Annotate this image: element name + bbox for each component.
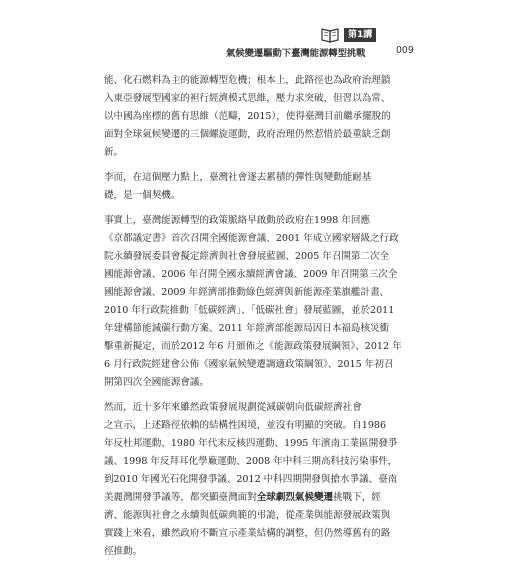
- body-text: [104, 72, 418, 561]
- text-line: 擊重新擬定，而於2012 年6 月頒佈之《能源政策發展綱領》、2012 年: [104, 341, 402, 352]
- text-line: 以中國為座標的舊有思維（范疇，2015），使得臺灣目前繼承擺脫的: [104, 111, 391, 122]
- paragraph: [104, 399, 418, 561]
- paragraph: [104, 212, 418, 392]
- text-line: 年反杜邦運動、1980 年代末反核四運動、1995 年濱南工業區開發爭: [104, 438, 398, 449]
- text-line: 面對全球氣候變遷的三個螺旋運動，政府治理仍然惹惜於最重缺乏創: [104, 129, 391, 140]
- text-line: 美麗灣開發爭議等，都突顯臺灣面對全球劇烈氣候變遷挑戰下，經: [104, 492, 381, 503]
- page-number: 009: [396, 45, 414, 56]
- text-line: 國能源會議、2009 年經濟部推動綠色經濟與新能源產業旗艦計畫、: [104, 287, 390, 298]
- text-line: 到2010 年國光石化開發爭議、2012 中科四期開發與搶水爭議、臺南: [104, 474, 398, 485]
- chapter-badge: 第1講: [344, 28, 376, 42]
- paragraph: [104, 72, 418, 162]
- text-line: 議、1998 年反拜耳化學廠運動、2008 年中科三期高科技污染事件，: [104, 456, 398, 467]
- text-line: 2010 年行政院推動「低碳經濟」、「低碳社會」發展藍圖，並於2011: [104, 305, 395, 316]
- text-line: 徑推動。: [104, 546, 143, 557]
- text-line: 李而，在這個壓力點上，臺灣社會逐去累積的彈性與變動能耐基: [104, 172, 372, 183]
- text-line: 礎，是一個契機。: [104, 190, 181, 201]
- open-book-icon: [320, 28, 340, 43]
- emphasized-text: 全球劇烈氣候變遷: [256, 492, 334, 503]
- text-line: 新。: [104, 147, 124, 158]
- text-line: 濟、能源與社會之永續與低碳典範的弔詭，從產業與能源發展政策與: [104, 510, 391, 521]
- text-line: 能、化石燃料為主的能源轉型危機；根本上，此路徑也為政府治理鎖: [104, 75, 391, 86]
- page-header: [226, 28, 416, 64]
- text-line: 《京都議定書》首次召開全國能源會議、2001 年成立國家層級之行政: [104, 233, 399, 244]
- text-line: 實踐上來看，雖然政府不斷宣示產業結構的調整，但仍然導舊有的路: [104, 528, 391, 539]
- text-line: 院永續發展委員會擬定經濟與社會發展藍圖、2005 年召開第二次全: [104, 251, 390, 262]
- text-line: 然而，近十多年來雖然政策發展規劃從減碳朝向低碳經濟社會: [104, 402, 362, 413]
- running-title: 氣候變遷驅動下臺灣能源轉型挑戰: [226, 48, 366, 59]
- text-line: 入東亞發展型國家的袒行經濟模式思維，壓力求突破，但習以為常、: [104, 93, 391, 104]
- text-line: 事實上，臺灣能源轉型的政策脈絡早啟動於政府在1998 年回應: [104, 215, 370, 226]
- text-line: 開第四次全國能源會議。: [104, 377, 210, 388]
- text-line: 之宣示，上述路徑依賴的結構性困境，並沒有明顯的突破。自1986: [104, 420, 387, 431]
- text-line: 6 月行政院經建會公佈《國家氣候變遷調適政策綱領》、2015 年初召: [104, 359, 394, 370]
- paragraph: [104, 169, 418, 205]
- text-line: 年建構節能減碳行動方案、2011 年經濟部能源局因日本福島核災衝: [104, 323, 390, 334]
- text-line: 國能源會議、2006 年召開全國永續經濟會議、2009 年召開第三次全: [104, 269, 398, 280]
